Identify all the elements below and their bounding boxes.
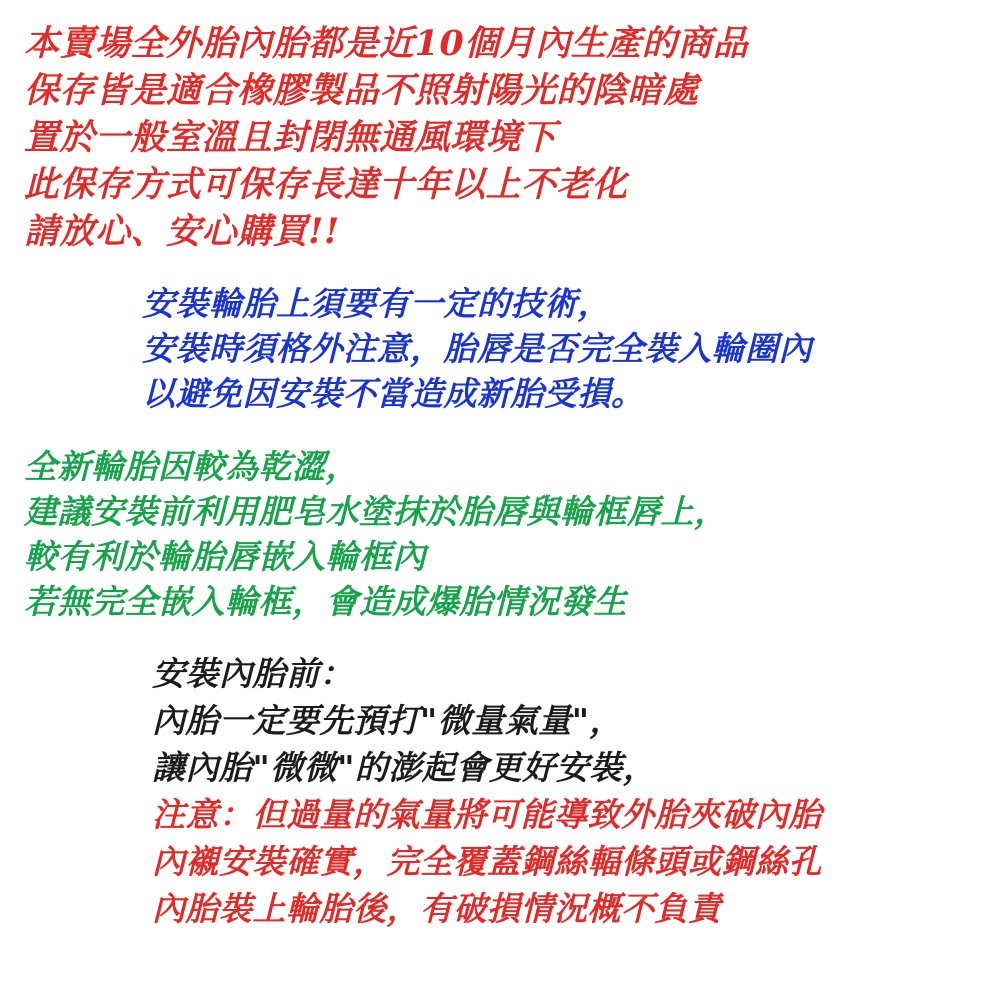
soap-water-line-1: 全新輪胎因較為乾澀， (24, 447, 359, 486)
inner-tube-instructions-block (24, 650, 976, 932)
inner-tube-line-1: 安裝內胎前： (152, 654, 353, 693)
install-skill-line-2: 安裝時須格外注意，胎唇是否完全裝入輪圈內 (142, 329, 812, 368)
storage-notice-line-5: 請放心、安心購買!! (24, 211, 340, 252)
inner-tube-warning-line-3: 內胎裝上輪胎後，有破損情況概不負責 (152, 889, 722, 928)
inner-tube-line-2: 內胎一定要先預打"微量氣量"， (152, 701, 623, 740)
storage-notice-line-1: 本賣場全外胎內胎都是近10個月內生產的商品 (24, 23, 749, 64)
soap-water-line-2: 建議安裝前利用肥皂水塗抹於胎唇與輪框唇上， (24, 492, 728, 531)
install-skill-line-3: 以避免因安裝不當造成新胎受損。 (142, 374, 645, 413)
soap-water-line-3: 較有利於輪胎唇嵌入輪框內 (24, 537, 426, 576)
inner-tube-warning-line-1: 注意：但過量的氣量將可能導致外胎夾破內胎 (152, 795, 822, 834)
storage-notice-line-4: 此保存方式可保存長達十年以上不老化 (24, 164, 628, 205)
inner-tube-line-3: 讓內胎"微微"的澎起會更好安裝， (152, 748, 657, 787)
inner-tube-warning-line-2: 內襯安裝確實，完全覆蓋鋼絲輻條頭或鋼絲孔 (152, 842, 822, 881)
storage-notice-block (24, 20, 976, 255)
install-skill-line-1: 安裝輪胎上須要有一定的技術， (142, 284, 611, 323)
install-skill-notice-block (24, 281, 976, 416)
soap-water-line-4: 若無完全嵌入輪框，會造成爆胎情況發生 (24, 582, 627, 621)
storage-notice-line-2: 保存皆是適合橡膠製品不照射陽光的陰暗處 (24, 70, 699, 111)
soap-water-tip-block (24, 444, 976, 624)
storage-notice-line-3: 置於一般室溫且封閉無通風環境下 (24, 117, 557, 158)
